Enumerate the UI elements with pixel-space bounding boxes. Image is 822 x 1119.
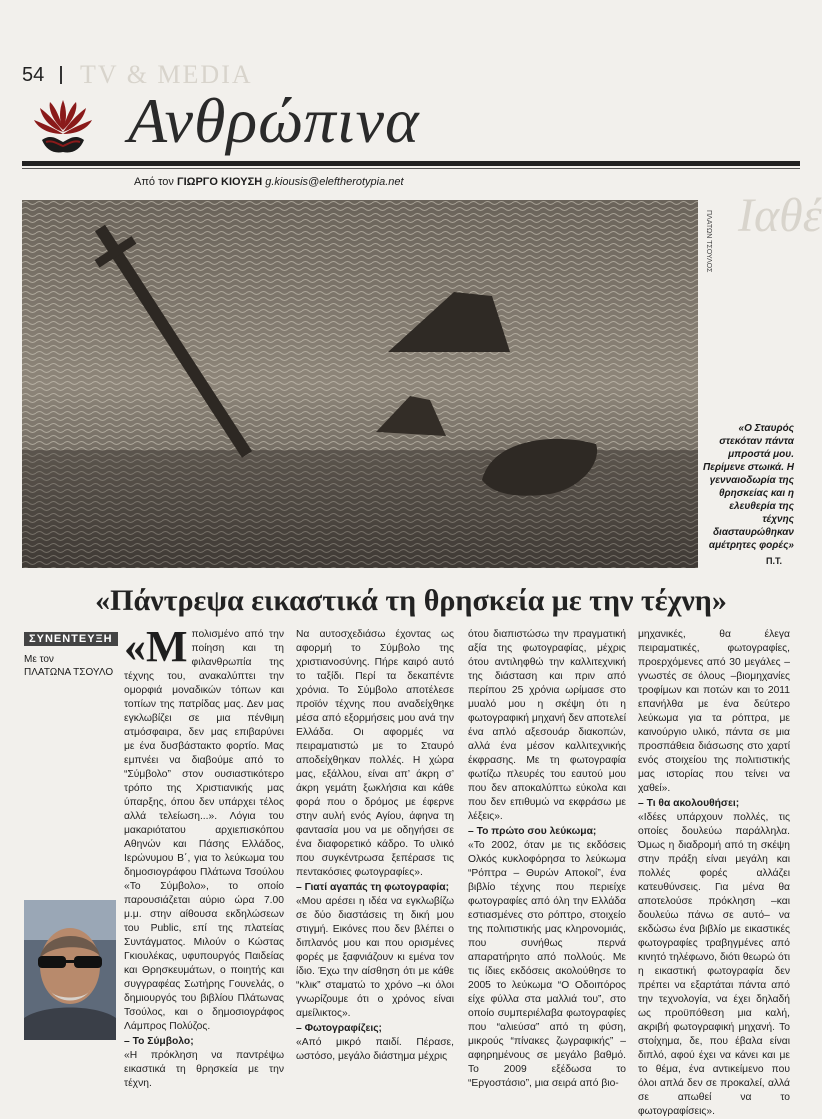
header-rule-thin — [22, 168, 800, 169]
article-headline: «Πάντρεψα εικαστικά τη θρησκεία με την τέχνη» — [95, 584, 727, 617]
question-4: – Το πρώτο σου λεύκωμα; — [468, 826, 597, 837]
page-number-divider — [60, 66, 62, 84]
section-title: Ανθρώπινα — [128, 85, 420, 156]
interview-subject — [24, 654, 116, 679]
question-1: – Το Σύμβολο; — [124, 1036, 194, 1047]
answer-5: «Ιδέες υπάρχουν πολλές, τις οποίες δουλεύω παράλληλα. Όμως η διαδρομή από τη σκέψη στην πράξη είναι μεγάλη και πολλές φορές αλλάζει κατευθύνσεις. Για μένα θα αποτελούσε πρόκληση –και δουλεύω πάνω σε αυτό– να εκδώσω ένα βιβλίο με εικαστικές φωτογραφίες τραβηγμένες από κινητό τηλέφωνο, διότι θεωρώ ότι η εικαστική φωτογραφία δεν πρέπει να εξαρτάται πάντα από την τεχνολογία, να έχει δηλαδή ως προϋπόθεση μια καλή, ακριβή φωτογραφική μηχανή. Το στοίχημα, δε, που έβαλα είναι διπλό, αφού έχει να κάνει και με το θέμα, ένα αντικείμενο που όλοι απλά δεν σε προκαλεί, αλλά σε απωθεί να το φωτογραφίσεις». — [638, 812, 790, 1117]
answer-4: «Το 2002, όταν με τις εκδόσεις Ολκός κυκλοφόρησα το λεύκωμα “Ρόπτρα – Θυρών Αποκοί”, ένα βιβλίο τέχνης που περιείχε φωτογραφίες από όλη την Ελλάδα εστιασμένες στο ρόπτρο, στοιχείο της πολιτιστικής μας κληρονομιάς, που συνήθως περνά απαρατήρητο από πολλούς. Με τις ίδιες εκδόσεις ακολούθησε το 2005 το λεύκωμα “Ο Οδοιπόρος είχε φύλλα στα μαλλιά του”, στο οποίο συμπεριέλαβα φωτογραφίες που “αλιεύσα” από τη φύση, μικρούς “πίνακες ζωγραφικής” –αφηρημένους σε μεγάλο βαθμό. Το 2009 εξέδωσα το “Εργοστάσιο”, μια σειρά από βιο- — [468, 840, 626, 1089]
lead-photo — [22, 200, 698, 568]
dropcap: «Μ — [124, 622, 188, 671]
article-column-2 — [296, 628, 454, 1062]
article-intro: πολισμένο από την ποίηση και τη φιλανθρωπία της τέχνης του, ανακαλύπτει την ομορφιά μοναδικών τόπων και τοπίων της πατρίδας μας. Δεν μας εγκλωβίζει σε μια πένθιμη ατμόσφαιρα, δεν μας επιβαρύνει με ένα δυσβάστακτο φορτίο. Μας εμπνέει να διαβούμε από το “Σύμβολο” στον ουσιαστικότερο τρόπο της Χριστιανικής μας ύπαρξης, όπου δεν υπάρχει τέλος αλλά τελείωση...». Λόγια του μακαριότατου αρχιεπισκόπου Αθηνών και Πάσης Ελλάδος, Ιερώνυμου Β΄, για το λεύκωμα του δημοσιογράφου Πλάτωνα Τσούλου «Το Σύμβολο», το οποίο παρουσιάζεται αύριο ώρα 7.00 μ.μ. στην αίθουσα εκδηλώσεων του Public, επί της πλατείας Συντάγματος. Μιλούν ο Κώστας Γκιουλέκας, υφυπουργός Παιδείας και Θρησκευμάτων, ο ποιητής και συγγραφέας Σωτήρης Γουνελάς, ο δημιουργός του βιβλίου Πλάτωνας Τσούλος, και ο δημοσιογράφος Λάμπρος Πολύζος. — [124, 629, 284, 1032]
author-portrait — [24, 900, 116, 1040]
byline-prefix: Από τον — [134, 176, 174, 188]
ghost-side-text: Ιαθέ — [738, 189, 822, 242]
byline-email[interactable]: g.kiousis@eleftherotypia.net — [265, 176, 404, 188]
header-rule — [22, 161, 800, 166]
interview-name: ΠΛΑΤΩΝΑ ΤΣΟΥΛΟ — [24, 666, 114, 678]
ghost-header-through: TV & MEDIA — [80, 60, 253, 89]
question-5: – Τι θα ακολουθήσει; — [638, 798, 740, 809]
article-column-4 — [638, 628, 790, 1117]
article-column-1 — [124, 622, 284, 1089]
photo-credit: ΠΛΑΤΩΝ ΤΣΟΥΛΟΣ — [705, 210, 712, 273]
question-2: – Γιατί αγαπάς τη φωτογραφία; — [296, 882, 450, 893]
answer-3-continued: ότου διαπιστώσω την πραγματική αξία της φωτογραφίας, μέχρις ότου αντιληφθώ την καλλιτεχνική της διάσταση και πριν από περίπου 25 χρόνια ωρίμασε στο μυαλό μου η σκέψη ότι η φωτογραφική μηχανή δεν αποτελεί ένα απλό αξεσουάρ διακοπών, αλλά ένα μέσον καλλιτεχνικής έκφρασης. Με τη φωτογραφία φωτίζω πλευρές του εαυτού μου που δεν αποκαλύπτω εύκολα και που δεν επιθυμώ να εκφράσω με λέξεις». — [468, 629, 626, 822]
answer-4-continued: μηχανικές, θα έλεγα πειραματικές, φωτογραφίες, προερχόμενες από 30 μεγάλες –γνωστές σε όλους –βιομηχανίες τροφίμων και ποτών και το 2011 επανήλθα με ένα δεύτερο λεύκωμα για τα ρόπτρα, με καινούργιο υλικό, πάντα σε μια προσπάθεια διάσωσης στο χαρτί ενός στοιχείου της πολιτιστικής μας ιστορίας που τείνει να χαθεί». — [638, 629, 790, 794]
byline-author: ΓΙΩΡΓΟ ΚΙΟΥΣΗ — [176, 176, 263, 188]
answer-1-continued: Να αυτοσχεδιάσω έχοντας ως αφορμή το Σύμβολο της χριστιανοσύνης. Πήρε καιρό αυτό το ταξίδι. Περί τα δεκαπέντε χρόνια. Το Σύμβολο αποτέλεσε προϊόν τέχνης που αναδείχθηκε μέσα από εξορμήσεις μου ανά την Ελλάδα. Οι αφορμές να πειραματιστώ με το Σταυρό αποδείχθηκαν πολλές. Η χώρα μας, εξάλλου, είναι απ’ άκρη σ’ άκρη γεμάτη ξωκλήσια και κάθε φορά που ο δρόμος με έφερνε στην αυλή ενός Αγίου, άφηνα τη φαντασία μου να με οδηγήσει σε ένα διαφορετικό κάδρο. Το υλικό που συγκέντρωσα ξεπέρασε τις πεντακόσιες φωτογραφίες». — [296, 629, 454, 878]
answer-2: «Μου αρέσει η ιδέα να εγκλωβίζω σε δύο διαστάσεις τη δική μου στιγμή. Εικόνες που δεν βλέπει ο διπλανός μου και που ορισμένες φορές με ξαφνιάζουν κι εμένα τον ίδιο. Έχω την αίσθηση ότι με κάθε “κλικ” σταματώ το χρόνο –κι όλοι γνωρίζουμε ότι ο χρόνος είναι αμείλικτος». — [296, 896, 454, 1019]
section-logo-icon — [32, 96, 94, 160]
answer-3-start: «Από μικρό παιδί. Πέρασε, ωστόσο, μεγάλο διάστημα μέχρις — [296, 1037, 454, 1062]
article-column-3 — [468, 628, 626, 1089]
byline — [134, 176, 404, 188]
interview-tag: ΣΥΝΕΝΤΕΥΞΗ — [24, 632, 118, 646]
interview-with: Με τον — [24, 654, 54, 665]
photo-caption-signature: Π.Τ. — [765, 556, 782, 566]
question-3: – Φωτογραφίζεις; — [296, 1023, 382, 1034]
photo-caption: «Ο Σταυρός στεκόταν πάντα μπροστά μου. Περίμενε στωικά. Η γενναιοδωρία της θρησκείας και η ελευθερία της τέχνης διασταυρώθηκαν αμέτρητες φορές» — [703, 423, 794, 551]
answer-1-start: «Η πρόκληση να παντρέψω εικαστικά τη θρησκεία με την τέχνη. — [124, 1050, 284, 1089]
page-number: 54 — [22, 64, 45, 86]
